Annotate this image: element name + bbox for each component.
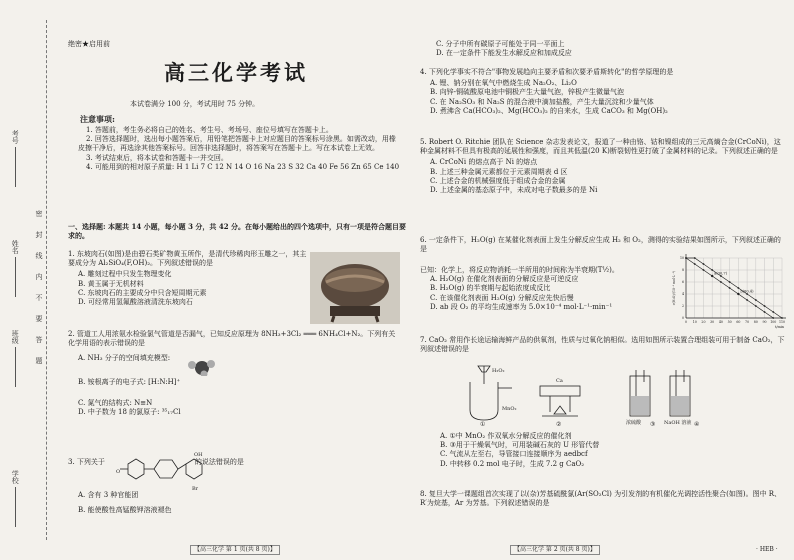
- option: C. 分子中所有碳原子可能处于同一平面上: [436, 40, 565, 48]
- field-label: 考号: [11, 130, 20, 144]
- apparatus-number: ①: [480, 421, 486, 426]
- question-5: [420, 138, 786, 195]
- option: D. 上述金属的基态原子中，未成对电子数最多的是 Ni: [430, 186, 598, 195]
- stem-head: 3. 下列关于: [68, 458, 105, 466]
- exam-subtitle: 本试卷满分 100 分，考试用时 75 分钟。: [130, 100, 260, 108]
- option: D. 可经常用氢氟酸溶液清洗东坡肉石: [78, 298, 193, 307]
- question-note: 已知：化学上，将反应物消耗一半所用的时间称为半衰期(T½)。: [420, 266, 619, 274]
- apparatus-number: ③: [650, 421, 656, 426]
- seal-notice: 密封线内不要答题: [35, 210, 43, 378]
- option: A. 雕刻过程中只发生物理变化: [78, 270, 172, 279]
- x-tick-label: 90: [762, 320, 767, 324]
- label-naoh: NaOH 溶液: [664, 420, 692, 426]
- y-tick-label: 4: [681, 292, 684, 296]
- apparatus-number: ②: [556, 421, 562, 426]
- y-tick-label: 6: [681, 280, 684, 284]
- annotation-point: [737, 293, 739, 295]
- option: C. 上述合金的机械强度低于组成合金的金属: [430, 176, 566, 185]
- page-2: [420, 0, 790, 560]
- data-point: [772, 317, 774, 319]
- notice-item: 4. 可能用到的相对原子质量: H 1 Li 7 C 12 N 14 O 16 Na 23 S 32 Ca 40 Fe 56 Zn 65 Ce 140: [86, 162, 400, 171]
- x-tick-label: 100: [770, 320, 777, 324]
- question-stem: 5. Robert O. Ritchie 团队在 Science 杂志发表论文，报道了一种由铬、钴和镍组成的三元高熵合金(CrCoNi)，这种金属材料不但具有极高的延展性和强度，而且其低温(20 K)断裂韧性更打破了金属材料的记录。下列叙述正确的是: [420, 138, 781, 156]
- question-8: [420, 490, 786, 510]
- data-point: [729, 287, 731, 289]
- y-tick-label: 2: [681, 304, 684, 308]
- option: D. 中子数为 18 的氯原子: ³⁵₁₇Cl: [78, 408, 181, 417]
- data-point: [764, 311, 766, 313]
- field-class: [10, 330, 19, 387]
- label-ca: Ca: [556, 378, 563, 384]
- y-tick-label: 8: [681, 268, 684, 272]
- question-2: [68, 330, 398, 417]
- data-point: [755, 305, 757, 307]
- binding-strip: [0, 0, 58, 560]
- notice-item: 1. 答题前，考生务必将自己的姓名、考生号、考场号、座位号填写在答题卡上。: [86, 126, 333, 134]
- series-line: [686, 258, 782, 318]
- question-3-continued: [426, 40, 786, 58]
- option: B. 上述三种金属元素都位于元素周期表 d 区: [430, 167, 568, 176]
- field-label: 学校: [11, 470, 20, 484]
- data-point: [764, 305, 766, 307]
- space-filling-model-icon: [182, 358, 218, 376]
- x-tick-label: 40: [718, 320, 723, 324]
- x-tick-label: 80: [753, 320, 758, 324]
- notice-item: 2. 回答选择题时，选出每小题答案后，用铅笔把答题卡上对应题目的答案标号涂黑。如需改动，用橡皮擦干净后，再选涂其他答案标号。回答非选择题时，将答案写在答题卡上。写在本试卷上无效。: [78, 135, 396, 153]
- svg-text:Br: Br: [192, 486, 199, 492]
- option: D. 在一定条件下能发生水解反应和加成反应: [436, 49, 572, 58]
- data-point: [703, 263, 705, 265]
- svg-text:OH: OH: [194, 452, 203, 458]
- x-tick-label: 10: [692, 320, 697, 324]
- question-stem: 4. 下列化学事实不符合"事物发展趋向主要矛盾和次要矛盾斯转化"的哲学原理的是: [420, 68, 674, 76]
- organic-structure-diagram: [114, 448, 210, 494]
- option: A. CrCoNi 的熔点高于 Ni 的熔点: [430, 158, 538, 167]
- label-h2o2: H₂O₂: [492, 368, 505, 374]
- data-point: [755, 299, 757, 301]
- option: D. ab 段 O₂ 的平均生成速率为 5.0×10⁻⁴ mol·L⁻¹·min⁻¹: [430, 302, 613, 311]
- field-name: [10, 240, 19, 297]
- option: D. 中转移 0.2 mol 电子时，生成 7.2 g CaO₂: [440, 459, 585, 468]
- x-tick-label: 70: [745, 320, 750, 324]
- data-point: [737, 287, 739, 289]
- data-point: [772, 311, 774, 313]
- option: A. NH₃ 分子的空间填充模型:: [78, 354, 171, 363]
- question-6-body: [420, 266, 665, 312]
- annotation-label: a(30,7): [714, 271, 728, 276]
- data-point: [703, 269, 705, 271]
- question-stem: 1. 东坡肉石(如图)是由碧石类矿物黄玉所作，是清代珍稀肉形玉雕之一，其主要成分为 Al₂SiO₄(F,OH)₂。下列叙述错误的是: [68, 250, 307, 268]
- data-point: [729, 281, 731, 283]
- y-tick-label: 10: [679, 256, 684, 260]
- option: B. 能使酸性高锰酸钾溶液褪色: [78, 506, 172, 515]
- section-heading: 一、选择题: 本题共 14 小题，每小题 3 分，共 42 分。在每小题给出的四个选项中，只有一项是符合题目要求的。: [68, 222, 406, 241]
- y-tick-label: 0: [681, 316, 684, 320]
- data-point: [694, 263, 696, 265]
- question-stem: 7. CaO₂ 常用作长途运输海鲜产品的供氧剂，性质与过氧化钠相似。选用如图所示装置合理组装可用于制备 CaO₂，下列叙述错误的是: [420, 336, 785, 354]
- option: C. 氮气的结构式: N≡N: [78, 398, 153, 407]
- paper-code: · HEB ·: [756, 546, 778, 554]
- option: C. 在 Na₂SO₃ 和 Na₂S 的混合液中滴加盐酸，产生大量沉淀和少量气体: [430, 97, 654, 106]
- exam-title: 高三化学考试: [164, 61, 308, 85]
- option: B. 向锌-铜硫酸原电池中铜极产生大量气泡，锌极产生微量气泡: [430, 88, 624, 97]
- y-axis-label: c(H₂O)/(10⁻³ mol·L⁻¹): [672, 270, 676, 306]
- x-tick-label: 0: [684, 320, 688, 324]
- page-1-footer: 【高三化学 第 1 页(共 8 页)】: [190, 545, 280, 555]
- chart-grid: [686, 258, 782, 318]
- notice-list: [78, 126, 400, 172]
- question-stem: 2. 管道工人用浓氨水检验氯气管道是否漏气，已知反应原理为 8NH₃+3Cl₂ ═══ 6NH₄Cl+N₂。下列有关化学用语的表示错误的是: [68, 330, 396, 348]
- question-7-stem: [420, 336, 786, 356]
- label-conc-h2so4: 浓硫酸: [626, 420, 642, 426]
- option: B. ③用于干燥氧气时，可用装碱石灰的 U 形管代替: [440, 441, 600, 450]
- x-tick-label: 60: [736, 320, 741, 324]
- notice-item: 3. 考试结束后，将本试卷和答题卡一并交回。: [86, 153, 228, 162]
- field-school: [10, 470, 19, 527]
- data-point: [685, 257, 687, 259]
- stem-tail: 的说法错误的是: [194, 458, 244, 466]
- option: B. H₂O(g) 的半衰期与起始浓度成反比: [430, 284, 551, 293]
- option: B. 黄玉属于无机材料: [78, 279, 144, 288]
- option: C. 在该催化剂表面 H₂O(g) 分解反应先快后慢: [430, 293, 574, 302]
- chart-series: [685, 257, 783, 319]
- field-label: 班级: [11, 330, 20, 344]
- question-stem: 8. 复旦大学一课题组首次实现了以(杂)芳基硫酰氯(Ar(SO₂Cl) 为引发剂的有机催化光调控活性聚合(如图)。图中 R、R′为烷基，Ar 为芳基。下列叙述错误的是: [420, 490, 782, 508]
- seal-dashed-line: [46, 20, 47, 540]
- annotation-label: b(60,4): [740, 289, 754, 294]
- dongpo-stone-photo: [310, 252, 400, 324]
- option: A. 锂、钠分别在氧气中燃烧生成 Na₂O₂、Li₂O: [430, 79, 577, 88]
- annotation-point: [711, 275, 713, 277]
- field-label: 姓名: [11, 240, 20, 254]
- question-4: [420, 68, 786, 116]
- x-tick-label: 110: [778, 320, 786, 324]
- x-tick-label: 20: [701, 320, 706, 324]
- x-axis-label: t/min: [775, 325, 784, 329]
- question-stem: 6. 一定条件下，H₂O(g) 在某催化剂表面上发生分解反应生成 H₂ 和 O₂，测得的实验结果如图所示，下列叙述正确的是: [420, 236, 781, 254]
- option: C. 东坡肉石的主要成分中只含短周期元素: [78, 288, 207, 297]
- x-tick-label: 30: [710, 320, 715, 324]
- question-7-options: [430, 432, 786, 469]
- secret-label: 绝密★启用前: [68, 40, 110, 48]
- option: C. 气流从左至右，导管接口连接顺序为 aedbcf: [440, 450, 588, 459]
- option: A. ①中 MnO₂ 作双氧水分解反应的催化剂: [440, 432, 572, 440]
- option: A. H₂O(g) 在催化剂表面的分解反应是可逆反应: [430, 275, 579, 284]
- notice-heading: 注意事项:: [80, 114, 115, 124]
- page-2-footer: 【高三化学 第 2 页(共 8 页)】: [510, 545, 600, 555]
- data-point: [720, 281, 722, 283]
- svg-text:O: O: [116, 469, 121, 475]
- x-tick-label: 50: [727, 320, 732, 324]
- field-exam-number: [10, 130, 19, 187]
- data-point: [781, 317, 783, 319]
- apparatus-number: ④: [694, 421, 700, 426]
- option: A. 含有 3 种官能团: [78, 491, 139, 500]
- data-point: [711, 269, 713, 271]
- label-mno2: MnO₂: [502, 406, 517, 412]
- concentration-time-chart: [670, 252, 790, 330]
- option: D. 煮沸含 Ca(HCO₃)₂、Mg(HCO₃)₂ 的自来水，生成 CaCO₃ 和 Mg(OH)₂: [430, 106, 668, 115]
- apparatus-diagram: [450, 362, 750, 426]
- data-point: [746, 299, 748, 301]
- question-1: [68, 250, 308, 307]
- data-point: [694, 257, 696, 259]
- option: B. 铵根离子的电子式: [H:N:H]⁺: [78, 377, 181, 386]
- page-1: [62, 0, 414, 560]
